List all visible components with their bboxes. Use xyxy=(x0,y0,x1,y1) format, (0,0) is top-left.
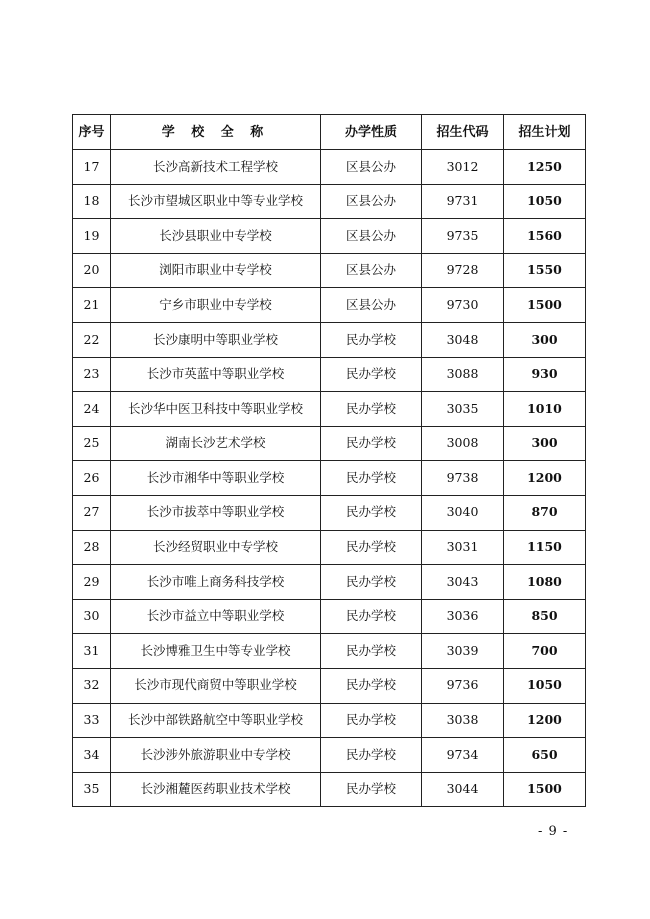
cell-school-type: 民办学校 xyxy=(321,495,422,530)
cell-enrollment-code: 3031 xyxy=(422,530,504,565)
table-row xyxy=(73,599,586,634)
table-row xyxy=(73,426,586,461)
table-header-row xyxy=(73,115,586,150)
cell-school-name: 长沙康明中等职业学校 xyxy=(111,322,321,357)
header-school-type: 办学性质 xyxy=(321,115,422,150)
enrollment-plan-table xyxy=(72,114,586,807)
cell-index: 35 xyxy=(73,772,111,807)
cell-school-type: 区县公办 xyxy=(321,288,422,323)
table-row xyxy=(73,634,586,669)
cell-index: 26 xyxy=(73,461,111,496)
cell-enrollment-code: 3048 xyxy=(422,322,504,357)
table-row xyxy=(73,288,586,323)
cell-index: 33 xyxy=(73,703,111,738)
cell-enrollment-plan: 1500 xyxy=(504,288,586,323)
cell-enrollment-plan: 1050 xyxy=(504,668,586,703)
cell-enrollment-plan: 300 xyxy=(504,426,586,461)
cell-enrollment-code: 3038 xyxy=(422,703,504,738)
header-school-name: 学 校 全 称 xyxy=(111,115,321,150)
cell-school-type: 民办学校 xyxy=(321,772,422,807)
cell-enrollment-plan: 930 xyxy=(504,357,586,392)
cell-school-type: 民办学校 xyxy=(321,668,422,703)
cell-enrollment-code: 9728 xyxy=(422,253,504,288)
cell-enrollment-code: 3008 xyxy=(422,426,504,461)
table-row xyxy=(73,495,586,530)
cell-enrollment-plan: 850 xyxy=(504,599,586,634)
table-row xyxy=(73,322,586,357)
cell-enrollment-code: 9734 xyxy=(422,738,504,773)
cell-school-type: 民办学校 xyxy=(321,322,422,357)
cell-enrollment-plan: 650 xyxy=(504,738,586,773)
cell-enrollment-code: 3088 xyxy=(422,357,504,392)
cell-enrollment-plan: 1560 xyxy=(504,219,586,254)
table-body xyxy=(73,150,586,807)
header-enrollment-plan: 招生计划 xyxy=(504,115,586,150)
cell-school-name: 长沙市拔萃中等职业学校 xyxy=(111,495,321,530)
cell-school-name: 长沙市现代商贸中等职业学校 xyxy=(111,668,321,703)
cell-school-type: 民办学校 xyxy=(321,703,422,738)
cell-school-name: 长沙市益立中等职业学校 xyxy=(111,599,321,634)
cell-index: 17 xyxy=(73,150,111,185)
cell-school-type: 区县公办 xyxy=(321,150,422,185)
cell-enrollment-plan: 1150 xyxy=(504,530,586,565)
cell-school-type: 民办学校 xyxy=(321,599,422,634)
cell-index: 19 xyxy=(73,219,111,254)
cell-school-name: 长沙市湘华中等职业学校 xyxy=(111,461,321,496)
cell-enrollment-plan: 1250 xyxy=(504,150,586,185)
table-row xyxy=(73,357,586,392)
cell-enrollment-code: 9730 xyxy=(422,288,504,323)
cell-school-name: 长沙市望城区职业中等专业学校 xyxy=(111,184,321,219)
cell-school-name: 长沙县职业中专学校 xyxy=(111,219,321,254)
cell-enrollment-plan: 1080 xyxy=(504,565,586,600)
table-row xyxy=(73,184,586,219)
cell-school-name: 长沙华中医卫科技中等职业学校 xyxy=(111,392,321,427)
table-row xyxy=(73,703,586,738)
cell-enrollment-code: 9731 xyxy=(422,184,504,219)
cell-index: 23 xyxy=(73,357,111,392)
cell-school-type: 民办学校 xyxy=(321,461,422,496)
cell-index: 34 xyxy=(73,738,111,773)
cell-enrollment-plan: 1200 xyxy=(504,461,586,496)
cell-school-name: 长沙市唯上商务科技学校 xyxy=(111,565,321,600)
cell-school-type: 区县公办 xyxy=(321,219,422,254)
cell-index: 29 xyxy=(73,565,111,600)
cell-index: 28 xyxy=(73,530,111,565)
cell-index: 25 xyxy=(73,426,111,461)
cell-school-type: 民办学校 xyxy=(321,392,422,427)
table-row xyxy=(73,772,586,807)
cell-school-type: 区县公办 xyxy=(321,253,422,288)
cell-school-type: 民办学校 xyxy=(321,738,422,773)
cell-enrollment-code: 3036 xyxy=(422,599,504,634)
cell-index: 22 xyxy=(73,322,111,357)
cell-enrollment-code: 9736 xyxy=(422,668,504,703)
cell-enrollment-plan: 870 xyxy=(504,495,586,530)
cell-school-type: 民办学校 xyxy=(321,426,422,461)
table-row xyxy=(73,253,586,288)
cell-enrollment-code: 3012 xyxy=(422,150,504,185)
cell-enrollment-plan: 1500 xyxy=(504,772,586,807)
cell-enrollment-code: 3035 xyxy=(422,392,504,427)
cell-enrollment-plan: 1200 xyxy=(504,703,586,738)
cell-index: 18 xyxy=(73,184,111,219)
cell-enrollment-plan: 700 xyxy=(504,634,586,669)
cell-school-name: 湖南长沙艺术学校 xyxy=(111,426,321,461)
cell-enrollment-plan: 1010 xyxy=(504,392,586,427)
cell-enrollment-plan: 1550 xyxy=(504,253,586,288)
cell-school-name: 浏阳市职业中专学校 xyxy=(111,253,321,288)
cell-enrollment-code: 9735 xyxy=(422,219,504,254)
table-row xyxy=(73,738,586,773)
cell-enrollment-code: 9738 xyxy=(422,461,504,496)
cell-index: 31 xyxy=(73,634,111,669)
cell-enrollment-code: 3039 xyxy=(422,634,504,669)
table-row xyxy=(73,392,586,427)
cell-school-name: 长沙涉外旅游职业中专学校 xyxy=(111,738,321,773)
cell-school-type: 民办学校 xyxy=(321,565,422,600)
table-row xyxy=(73,461,586,496)
header-index: 序号 xyxy=(73,115,111,150)
page-number: - 9 - xyxy=(538,824,569,839)
table-row xyxy=(73,219,586,254)
cell-school-name: 长沙经贸职业中专学校 xyxy=(111,530,321,565)
cell-school-name: 长沙市英蓝中等职业学校 xyxy=(111,357,321,392)
cell-school-name: 长沙中部铁路航空中等职业学校 xyxy=(111,703,321,738)
cell-school-name: 长沙博雅卫生中等专业学校 xyxy=(111,634,321,669)
cell-index: 27 xyxy=(73,495,111,530)
cell-index: 21 xyxy=(73,288,111,323)
header-enrollment-code: 招生代码 xyxy=(422,115,504,150)
cell-school-type: 民办学校 xyxy=(321,357,422,392)
cell-enrollment-code: 3040 xyxy=(422,495,504,530)
cell-school-type: 民办学校 xyxy=(321,634,422,669)
cell-index: 24 xyxy=(73,392,111,427)
cell-school-type: 民办学校 xyxy=(321,530,422,565)
cell-enrollment-code: 3044 xyxy=(422,772,504,807)
table-row xyxy=(73,150,586,185)
cell-enrollment-code: 3043 xyxy=(422,565,504,600)
cell-index: 32 xyxy=(73,668,111,703)
cell-enrollment-plan: 300 xyxy=(504,322,586,357)
table-row xyxy=(73,530,586,565)
cell-school-name: 宁乡市职业中专学校 xyxy=(111,288,321,323)
cell-school-name: 长沙高新技术工程学校 xyxy=(111,150,321,185)
cell-school-type: 区县公办 xyxy=(321,184,422,219)
cell-school-name: 长沙湘麓医药职业技术学校 xyxy=(111,772,321,807)
cell-index: 20 xyxy=(73,253,111,288)
table-row xyxy=(73,565,586,600)
table-row xyxy=(73,668,586,703)
cell-enrollment-plan: 1050 xyxy=(504,184,586,219)
cell-index: 30 xyxy=(73,599,111,634)
